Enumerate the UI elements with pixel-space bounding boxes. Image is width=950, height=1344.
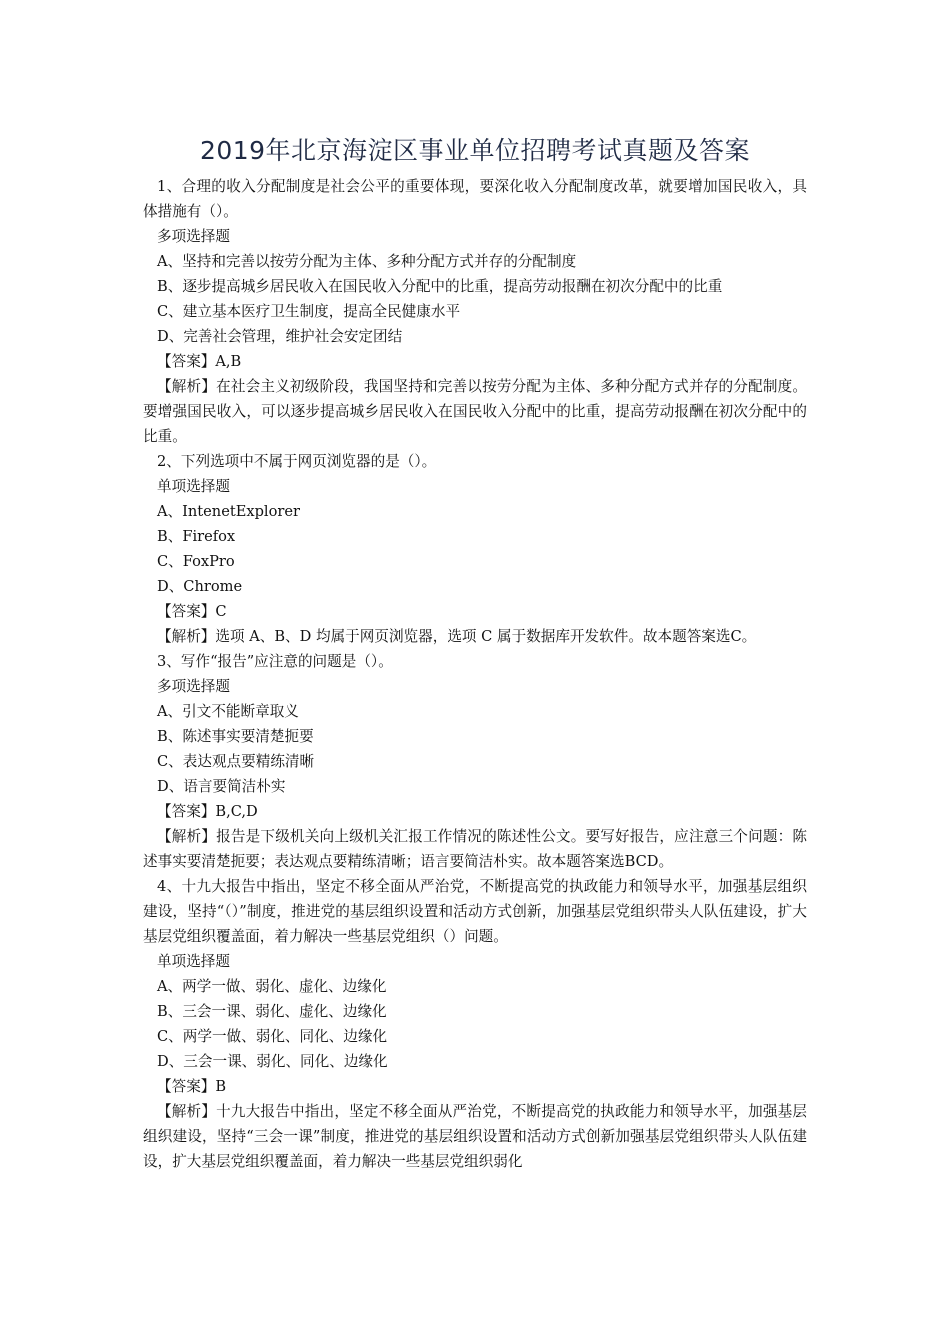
option-a: A、两学一做、弱化、虚化、边缘化	[157, 978, 387, 995]
option-d: D、语言要简洁朴实	[157, 778, 286, 795]
answer: 【答案】B,C,D	[157, 803, 258, 820]
option-a: A、IntenetExplorer	[157, 503, 300, 520]
option-a: A、引文不能断章取义	[157, 703, 299, 720]
option-b: B、Firefox	[157, 528, 236, 545]
question-type: 单项选择题	[157, 953, 230, 970]
answer: 【答案】B	[157, 1078, 227, 1095]
option-d: D、Chrome	[157, 578, 243, 595]
option-b: B、三会一课、弱化、虚化、边缘化	[157, 1003, 387, 1020]
option-a: A、坚持和完善以按劳分配为主体、多种分配方式并存的分配制度	[157, 253, 577, 270]
question-1	[143, 174, 807, 449]
question-type: 单项选择题	[157, 478, 230, 495]
option-c: C、表达观点要精练清晰	[157, 753, 315, 770]
answer: 【答案】C	[157, 603, 227, 620]
question-stem: 3、写作“报告”应注意的问题是（）。	[157, 653, 393, 670]
option-c: C、建立基本医疗卫生制度，提高全民健康水平	[157, 303, 461, 320]
question-4	[143, 874, 807, 1174]
question-type: 多项选择题	[157, 678, 230, 695]
option-b: B、陈述事实要清楚扼要	[157, 728, 314, 745]
analysis: 【解析】报告是下级机关向上级机关汇报工作情况的陈述性公文。要写好报告，应注意三个问题：陈述事实要清楚扼要；表达观点要精练清晰；语言要简洁朴实。故本题答案选BCD。	[143, 828, 807, 870]
answer: 【答案】A,B	[157, 353, 242, 370]
option-d: D、完善社会管理，维护社会安定团结	[157, 328, 403, 345]
document-title: 2019年北京海淀区事业单位招聘考试真题及答案	[199, 136, 751, 165]
question-3	[143, 649, 807, 874]
document-page	[143, 132, 807, 1174]
question-stem: 4、十九大报告中指出，坚定不移全面从严治党，不断提高党的执政能力和领导水平，加强基层组织建设，坚持“（）”制度，推进党的基层组织设置和活动方式创新，加强基层党组织带头人队伍建设，扩大基层党组织覆盖面，着力解决一些基层党组织（）问题。	[143, 878, 807, 945]
option-c: C、FoxPro	[157, 553, 235, 570]
question-2	[143, 449, 807, 649]
question-stem: 2、下列选项中不属于网页浏览器的是（）。	[157, 453, 437, 470]
option-b: B、逐步提高城乡居民收入在国民收入分配中的比重，提高劳动报酬在初次分配中的比重	[157, 278, 723, 295]
question-stem: 1、合理的收入分配制度是社会公平的重要体现，要深化收入分配制度改革，就要增加国民收入，具体措施有（）。	[143, 178, 807, 220]
option-c: C、两学一做、弱化、同化、边缘化	[157, 1028, 388, 1045]
analysis: 【解析】选项 A、B、D 均属于网页浏览器，选项 C 属于数据库开发软件。故本题答案选C。	[157, 628, 757, 645]
analysis: 【解析】在社会主义初级阶段，我国坚持和完善以按劳分配为主体、多种分配方式并存的分配制度。要增强国民收入，可以逐步提高城乡居民收入在国民收入分配中的比重，提高劳动报酬在初次分配中的比重。	[143, 378, 807, 445]
question-type: 多项选择题	[157, 228, 230, 245]
analysis: 【解析】十九大报告中指出，坚定不移全面从严治党，不断提高党的执政能力和领导水平，加强基层组织建设，坚持“三会一课”制度，推进党的基层组织设置和活动方式创新加强基层党组织带头人队伍建设，扩大基层党组织覆盖面，着力解决一些基层党组织弱化	[143, 1103, 807, 1170]
option-d: D、三会一课、弱化、同化、边缘化	[157, 1053, 388, 1070]
